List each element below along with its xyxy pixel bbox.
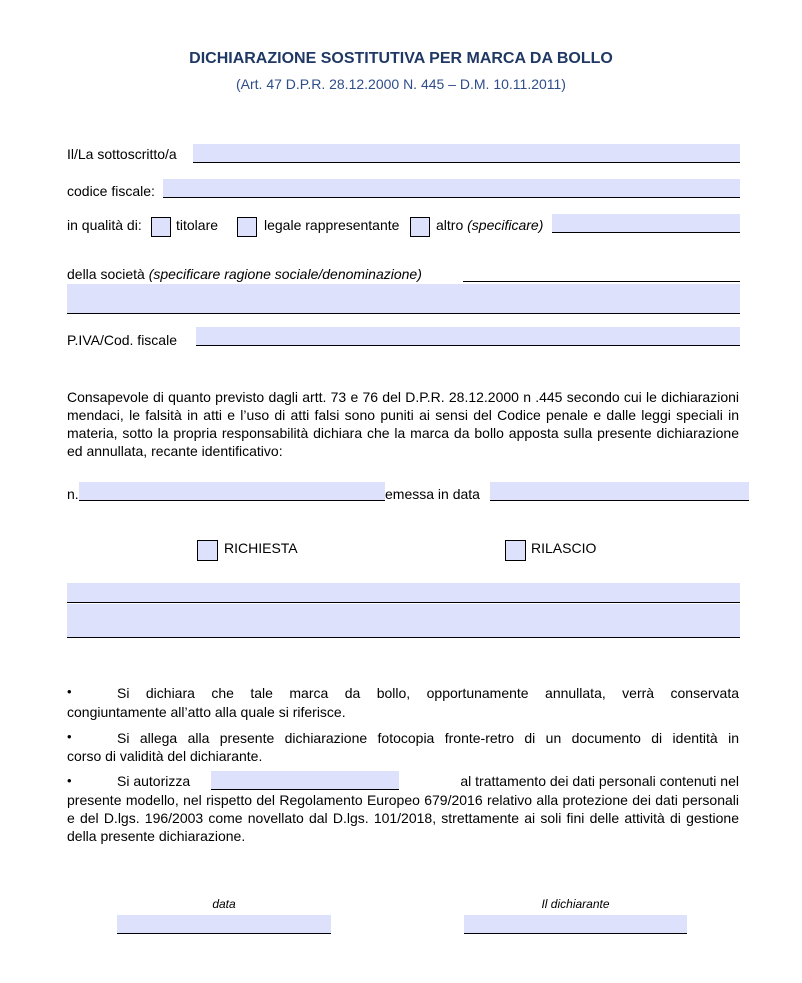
bullet-2-line-2: corso di validità del dichiarante. <box>67 748 263 764</box>
bullet-2: • <box>67 729 72 744</box>
richiesta-motivo-field-1[interactable] <box>67 583 740 603</box>
bullet-1-line-2: congiuntamente all’atto alla quale si riferisce. <box>67 704 346 720</box>
societa-line <box>463 281 740 282</box>
societa-field[interactable] <box>67 284 740 314</box>
declaration-text: Consapevole di quanto previsto dagli artt. 73 e 76 del D.P.R. 28.12.2000 n .445 secondo cui le dichiarazioni mendaci, le falsità in atti e l’uso di atti falsi sono puniti ai sensi del Codice penale e dalle leggi speciali in materia, sotto la propria responsabilità dichiara che la marca da bollo apposta sulla presente dichiarazione ed annullata, recante identificativo: <box>67 389 739 459</box>
autorizza-field[interactable] <box>211 771 399 790</box>
richiesta-motivo-field-2[interactable] <box>67 604 740 638</box>
data-signature-label: data <box>212 897 236 911</box>
sottoscritto-field[interactable] <box>193 144 740 163</box>
piva-label: P.IVA/Cod. fiscale <box>67 332 177 348</box>
bullet-3-rest: presente modello, nel rispetto del Regolamento Europeo 679/2016 relativo alla protezione dei dati personali e del D.lgs. 196/2003 come novellato dal D.lgs. 101/2018, strettamente ai soli fini delle attività di gestione della presente dichiarazione. <box>67 792 739 844</box>
titolare-label: titolare <box>176 217 219 233</box>
data-signature-field[interactable] <box>117 915 331 934</box>
altro-specificare-field[interactable] <box>552 214 740 233</box>
bullet-1-line-1: Si dichiara che tale marca da bollo, opportunamente annullata, verrà conservata <box>117 685 739 701</box>
codice-fiscale-label: codice fiscale: <box>67 183 155 199</box>
legale-rappresentante-checkbox[interactable] <box>237 217 257 237</box>
altro-checkbox[interactable] <box>410 217 430 237</box>
piva-field[interactable] <box>196 327 740 346</box>
bullet-2-line-1: Si allega alla presente dichiarazione fotocopia fronte-retro di un documento di identità in <box>117 730 739 746</box>
altro-hint: (specificare) <box>467 217 544 233</box>
richiesta-checkbox[interactable] <box>197 540 218 561</box>
identificativo-field[interactable] <box>79 482 385 501</box>
societa-hint: (specificare ragione sociale/denominazione) <box>148 266 422 282</box>
bullet-3-post: al trattamento dei dati personali contenuti nel <box>460 773 739 789</box>
qualita-label: in qualità di: <box>67 217 142 233</box>
sottoscritto-label: Il/La sottoscritto/a <box>67 146 177 162</box>
page-subtitle: (Art. 47 D.P.R. 28.12.2000 N. 445 – D.M. 10.11.2011) <box>236 76 566 92</box>
bullet-3-pre: Si autorizza <box>117 773 191 789</box>
rilascio-checkbox[interactable] <box>505 540 526 561</box>
rilascio-label: RILASCIO <box>531 540 597 556</box>
codice-fiscale-field[interactable] <box>163 179 740 198</box>
n-label: n. <box>67 486 79 502</box>
titolare-checkbox[interactable] <box>151 217 171 237</box>
bullet-3: • <box>67 773 72 788</box>
data-emissione-field[interactable] <box>490 482 749 501</box>
richiesta-label: RICHIESTA <box>224 540 298 556</box>
page-title: DICHIARAZIONE SOSTITUTIVA PER MARCA DA BOLLO <box>189 50 613 67</box>
altro-label: altro (specificare) <box>436 217 544 233</box>
dichiarante-signature-field[interactable] <box>464 915 687 934</box>
dichiarante-signature-label: Il dichiarante <box>541 897 610 911</box>
emessa-label: emessa in data <box>385 486 480 502</box>
legale-rappresentante-label: legale rappresentante <box>264 217 400 233</box>
societa-label: della società (specificare ragione sociale/denominazione) <box>67 266 422 282</box>
bullet-1: • <box>67 684 72 699</box>
